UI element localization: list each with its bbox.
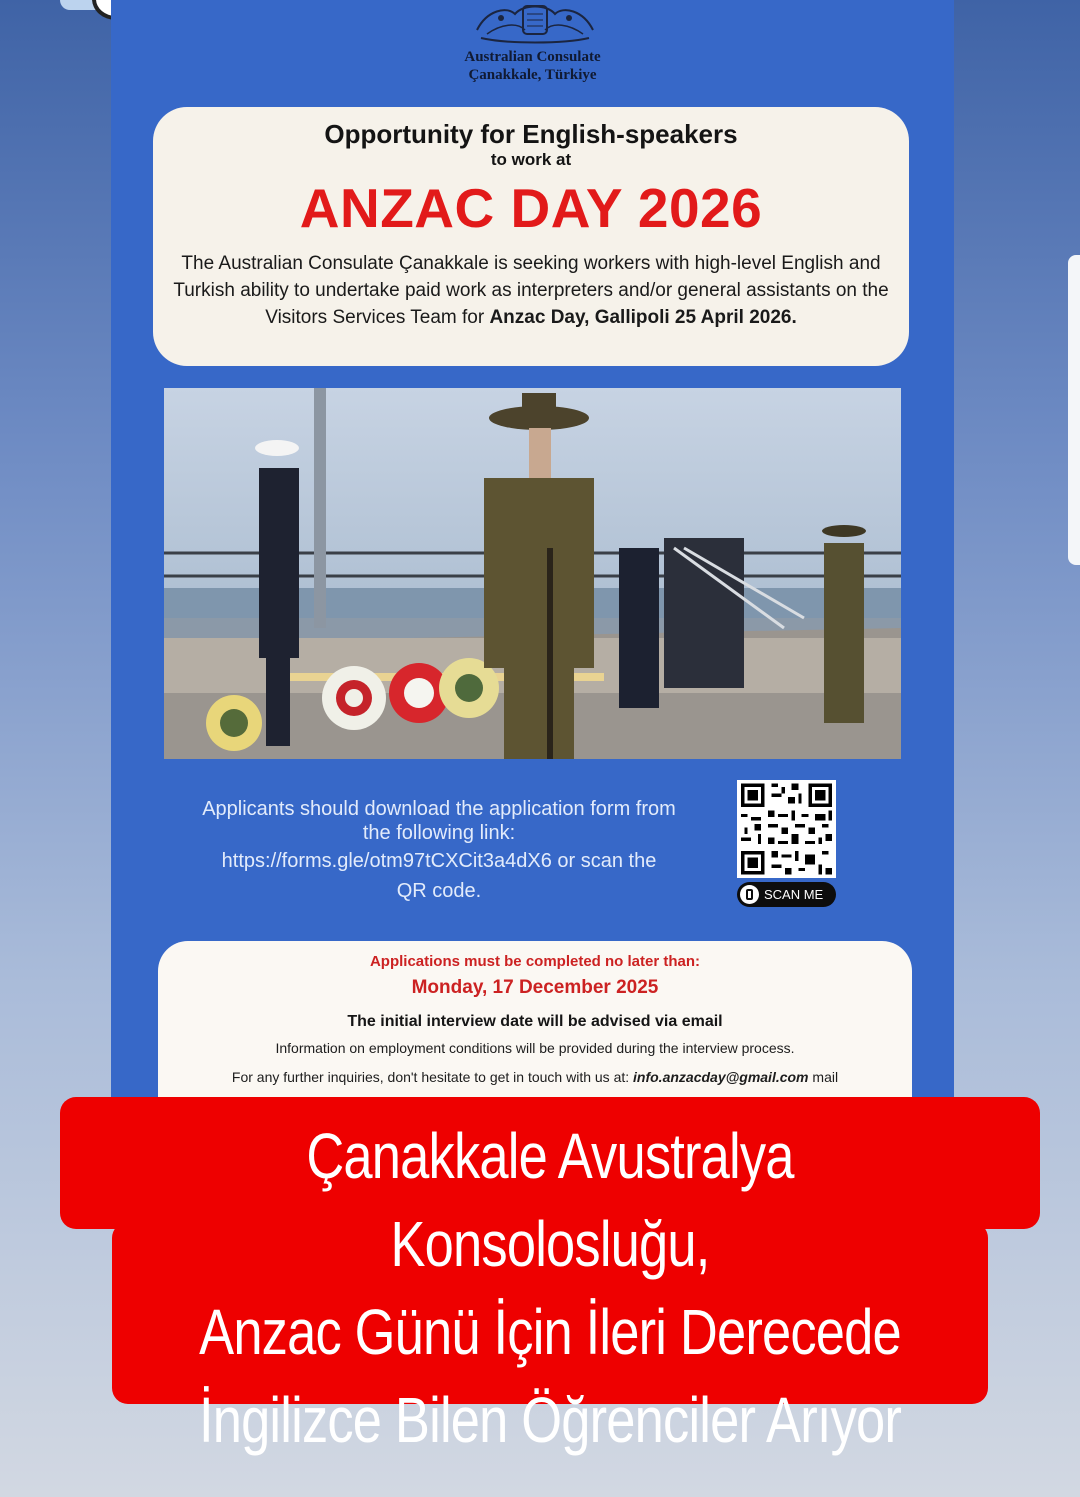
event-title: ANZAC DAY 2026 — [299, 177, 763, 239]
description-bold: Anzac Day, Gallipoli 25 April 2026. — [489, 307, 797, 328]
employment-note: Information on employment conditions will be provided during the interview process. — [275, 1040, 795, 1056]
headline-line-2: Anzac Günü İçin İleri Derecede — [199, 1296, 901, 1368]
headline-line-1: Çanakkale Avustralya Konsolosluğu, — [306, 1120, 794, 1280]
deadline-card — [158, 941, 912, 1101]
job-description — [173, 250, 889, 331]
opportunity-subtitle: to work at — [490, 150, 572, 169]
consulate-line-2: Çanakkale, Türkiye — [468, 67, 597, 83]
inquiries-text: For any further inquiries, don't hesitate to get in touch with us at: — [231, 1069, 634, 1085]
application-link[interactable]: https://forms.gle/otm97tCXCit3a4dX6 — [221, 850, 552, 872]
phone-icon — [740, 885, 759, 904]
qr-code-icon[interactable] — [737, 780, 836, 878]
ceremony-photo — [164, 388, 901, 759]
deadline-date: Monday, 17 December 2025 — [411, 977, 659, 998]
side-scroll-handle[interactable] — [1068, 255, 1080, 565]
opportunity-title: Opportunity for English-speakers — [324, 119, 738, 149]
announcement-card — [153, 107, 909, 366]
application-tail-2: QR code. — [396, 880, 482, 902]
application-instructions — [199, 797, 679, 903]
application-intro: Applicants should download the application form from the following link: — [202, 798, 676, 844]
application-tail: or scan the — [551, 850, 657, 872]
contact-email[interactable]: info.anzacday@gmail.com — [633, 1069, 809, 1085]
inquiries-line — [158, 1069, 912, 1085]
anzac-poster — [111, 0, 954, 1100]
description-text: The Australian Consulate Çanakkale is seeking workers with high-level English and Turkish ability to undertake paid work as interpreters and/or general assistants on the Visitors Services Team for — [173, 253, 889, 328]
interview-note: The initial interview date will be advised via email — [347, 1013, 723, 1030]
scan-me-button[interactable] — [737, 882, 836, 907]
turkish-headline — [148, 1112, 952, 1464]
scan-me-label: SCAN ME — [764, 887, 824, 902]
coat-of-arms-icon — [467, 0, 603, 44]
headline-line-3: İngilizce Bilen Öğrenciler Arıyor — [198, 1384, 902, 1456]
deadline-label: Applications must be completed no later than: — [369, 953, 701, 970]
consulate-name — [111, 48, 954, 84]
inquiries-suffix: mail — [808, 1069, 839, 1085]
consulate-line-1: Australian Consulate — [464, 49, 601, 65]
